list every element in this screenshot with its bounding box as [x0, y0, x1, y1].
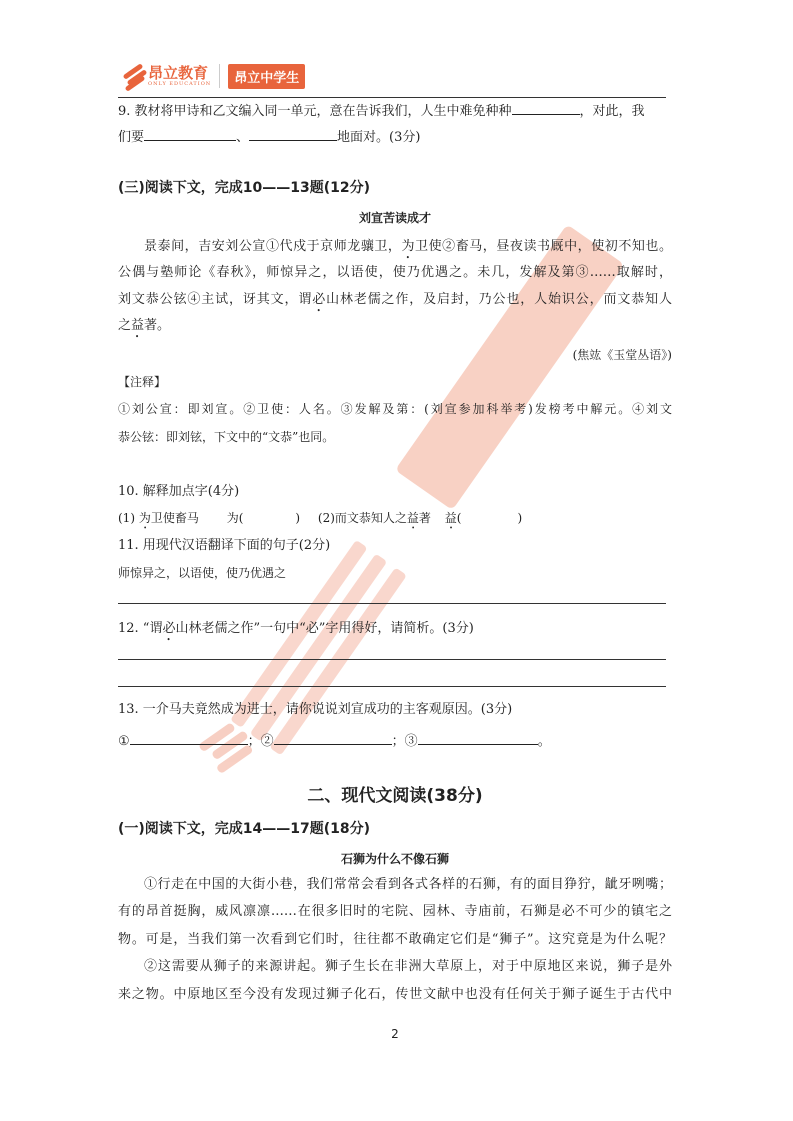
part2-heading: 二、现代文阅读(38分) [307, 786, 483, 806]
q13-title: 13. 一介马夫竟然成为进士，请你说说刘宣成功的主客观原因。(3分) [118, 702, 513, 717]
q10-title: 10. 解释加点字(4分) [118, 484, 240, 499]
passage-source: (焦竑《玉堂丛语》) [572, 348, 672, 362]
notes-label: 【注释】 [118, 375, 167, 389]
answer-blank[interactable] [130, 730, 248, 745]
passage2-title: 石狮为什么不像石狮 [340, 852, 449, 866]
passage-line: 景泰间，吉安刘公宣①代戍于京师龙骧卫，为卫使②畜马，昼夜读书厩中，使初不知也。 [144, 239, 672, 254]
header-rule [118, 97, 666, 98]
q9-line1: 9. 教材将甲诗和乙文编入同一单元，意在告诉我们，人生中难免种种 ，对此，我 [118, 100, 672, 121]
passage2-line: 来之物。中原地区至今没有发现过狮子化石，传世文献中也没有任何关于狮子诞生于古代中 [118, 987, 672, 1002]
answer-blank[interactable] [418, 730, 538, 745]
answer-line[interactable] [118, 659, 666, 660]
q12-title: 12. “谓必山林老儒之作”一句中“必”字用得好，请简析。(3分) [118, 621, 474, 636]
passage2-line: ①行走在中国的大街小巷，我们常常会看到各式各样的石狮，有的面目狰狞，龇牙咧嘴； [144, 877, 672, 892]
q11-sentence: 师惊异之，以语使，使乃优遇之 [118, 566, 287, 580]
answer-line[interactable] [118, 603, 666, 604]
q13-blanks: ① ；② ；③ 。 [118, 730, 672, 751]
passage2-line: 物。可是，当我们第一次看到它们时，往往都不敢确定它们是“狮子”。这究竟是为什么呢？ [118, 932, 672, 947]
passage2-line: 有的昂首挺胸，威风凛凛……在很多旧时的宅院、园林、寺庙前，石狮是必不可少的镇宅之 [118, 904, 672, 919]
part2-subheading: (一)阅读下文，完成14——17题(18分) [118, 821, 371, 837]
brand-name: 昂立教育 ONLY EDUCATION [148, 63, 212, 87]
logo-mark-icon [122, 65, 148, 87]
note-line: 恭公铉：即刘铉，下文中的“文恭”也同。 [118, 430, 335, 444]
brand-badge: 昂立中学生 [228, 64, 305, 89]
answer-blank[interactable] [274, 730, 392, 745]
passage-line: 公偶与塾师论《春秋》，师惊异之，以语使，使乃优遇之。未几，发解及第③……取解时， [118, 265, 672, 280]
q11-title: 11. 用现代汉语翻译下面的句子(2分) [118, 538, 331, 553]
brand-logo [122, 62, 305, 90]
passage-line: 刘文恭公铉④主试，讶其文，谓必山林老儒之作，及启封，乃公也，人始识公，而文恭知人 [118, 292, 672, 307]
q10-items: (1) 为卫使畜马 为( ) (2)而文恭知人之益著 益( ) [118, 511, 523, 525]
passage2-line: ②这需要从狮子的来源讲起。狮子生长在非洲大草原上，对于中原地区来说，狮子是外 [144, 959, 672, 974]
passage-line: 之益著。 [118, 318, 171, 333]
page-number: 2 [391, 1027, 399, 1041]
note-line: ①刘公宣：即刘宣。②卫使：人名。③发解及第：(刘宣参加科举考)发榜考中解元。④刘文 [118, 402, 672, 416]
answer-line[interactable] [118, 686, 666, 687]
section3-heading: (三)阅读下文，完成10——13题(12分) [118, 180, 371, 196]
q9-line2: 们要 、 地面对。(3分) [118, 126, 672, 147]
passage-title: 刘宣苦读成才 [358, 211, 431, 225]
logo-divider [219, 64, 220, 88]
